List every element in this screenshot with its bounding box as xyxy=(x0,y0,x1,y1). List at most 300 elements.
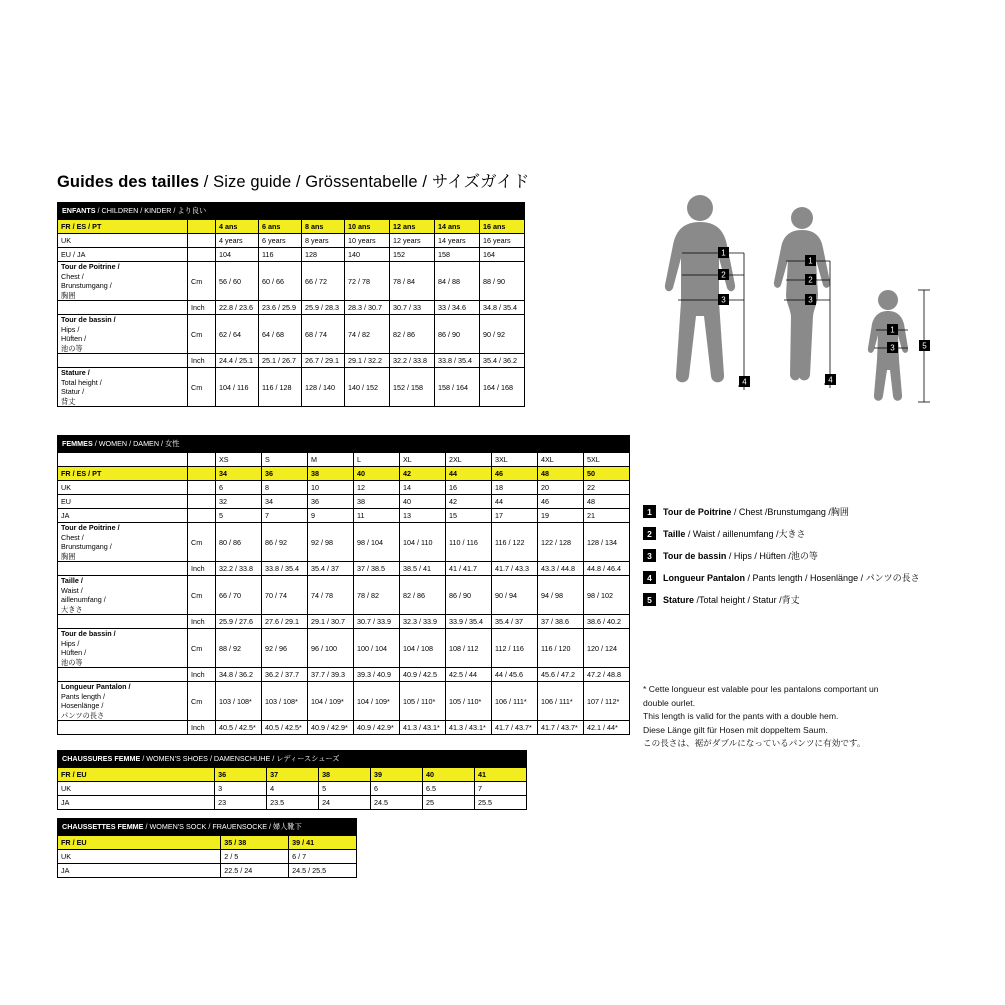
column-header-blank xyxy=(58,453,188,467)
legend-label: Stature /Total height / Statur /背丈 xyxy=(663,595,800,605)
data-cell: 19 xyxy=(538,509,584,523)
table-header-label: FEMMES / WOMEN / DAMEN / 女性 xyxy=(58,436,630,453)
row-label: Taille / Waist / aillenumfang / 大きさ xyxy=(58,576,188,615)
svg-text:1: 1 xyxy=(721,248,726,258)
data-cell: 23.6 / 25.9 xyxy=(259,301,302,315)
data-cell: 6 ans xyxy=(259,220,302,234)
data-cell: 116 xyxy=(259,248,302,262)
data-cell: 5 xyxy=(319,782,371,796)
row-label: FR / ES / PT xyxy=(58,220,188,234)
data-cell: 33.8 / 35.4 xyxy=(262,562,308,576)
data-cell: 4 ans xyxy=(216,220,259,234)
data-cell: 50 xyxy=(584,467,630,481)
data-cell: 86 / 90 xyxy=(446,576,492,615)
data-cell: 122 / 128 xyxy=(538,523,584,562)
data-cell: 9 xyxy=(308,509,354,523)
data-cell: 11 xyxy=(354,509,400,523)
data-cell: 35.4 / 37 xyxy=(492,615,538,629)
data-cell: 86 / 92 xyxy=(262,523,308,562)
data-cell: 164 xyxy=(480,248,525,262)
data-cell: 41.7 / 43.3 xyxy=(492,562,538,576)
data-cell: 80 / 86 xyxy=(216,523,262,562)
column-header-cell: XS xyxy=(216,453,262,467)
table-row xyxy=(58,495,630,509)
data-cell: 128 / 140 xyxy=(302,368,345,407)
children-size-table xyxy=(57,202,525,407)
row-label: Longueur Pantalon / Pants length / Hosenlänge / パンツの長さ xyxy=(58,682,188,721)
data-cell: 82 / 86 xyxy=(390,315,435,354)
data-cell: 107 / 112* xyxy=(584,682,630,721)
data-cell: 12 years xyxy=(390,234,435,248)
column-header-cell: 2XL xyxy=(446,453,492,467)
data-cell: 47.2 / 48.8 xyxy=(584,668,630,682)
data-cell: 106 / 111* xyxy=(492,682,538,721)
women-size-table xyxy=(57,435,630,735)
data-cell: 15 xyxy=(446,509,492,523)
data-cell: 44.8 / 46.4 xyxy=(584,562,630,576)
data-cell: 32.2 / 33.8 xyxy=(390,354,435,368)
data-cell: 32.3 / 33.9 xyxy=(400,615,446,629)
data-cell: 48 xyxy=(538,467,584,481)
row-unit xyxy=(188,495,216,509)
data-cell: 40 xyxy=(354,467,400,481)
data-cell: 48 xyxy=(584,495,630,509)
data-cell: 88 / 90 xyxy=(480,262,525,301)
row-unit: Cm xyxy=(188,315,216,354)
data-cell: 116 / 120 xyxy=(538,629,584,668)
legend-item xyxy=(643,549,920,562)
svg-text:4: 4 xyxy=(828,375,833,385)
row-unit: Inch xyxy=(188,354,216,368)
legend-label: Tour de bassin / Hips / Hüften /池の等 xyxy=(663,551,818,561)
column-header-cell: S xyxy=(262,453,308,467)
data-cell: 98 / 102 xyxy=(584,576,630,615)
table-row xyxy=(58,850,357,864)
data-cell: 18 xyxy=(492,481,538,495)
data-cell: 39 xyxy=(371,768,423,782)
row-unit xyxy=(188,220,216,234)
data-cell: 35.4 / 37 xyxy=(308,562,354,576)
data-cell: 37.7 / 39.3 xyxy=(308,668,354,682)
table-header-row xyxy=(58,203,525,220)
data-cell: 6.5 xyxy=(423,782,475,796)
column-header-cell: 3XL xyxy=(492,453,538,467)
data-cell: 16 years xyxy=(480,234,525,248)
data-cell: 42 xyxy=(446,495,492,509)
legend-label: Tour de Poitrine / Chest /Brunstumgang /胸囲 xyxy=(663,507,849,517)
data-cell: 25.9 / 28.3 xyxy=(302,301,345,315)
data-cell: 105 / 110* xyxy=(400,682,446,721)
data-cell: 120 / 124 xyxy=(584,629,630,668)
legend-item xyxy=(643,571,920,584)
table-row xyxy=(58,768,527,782)
data-cell: 74 / 82 xyxy=(345,315,390,354)
data-cell: 94 / 98 xyxy=(538,576,584,615)
legend-number: 5 xyxy=(643,593,656,606)
row-label: JA xyxy=(58,864,221,878)
table-row xyxy=(58,368,525,407)
data-cell: 7 xyxy=(262,509,308,523)
data-cell: 108 / 112 xyxy=(446,629,492,668)
data-cell: 41 xyxy=(474,768,526,782)
data-cell: 25 xyxy=(423,796,475,810)
table-row xyxy=(58,668,630,682)
data-cell: 27.6 / 29.1 xyxy=(262,615,308,629)
data-cell: 34 xyxy=(262,495,308,509)
data-cell: 38 xyxy=(308,467,354,481)
row-label: Tour de Poitrine / Chest / Brunstumgang / 胸囲 xyxy=(58,523,188,562)
data-cell: 100 / 104 xyxy=(354,629,400,668)
data-cell: 66 / 72 xyxy=(302,262,345,301)
data-cell: 96 / 100 xyxy=(308,629,354,668)
row-label: Stature / Total height / Statur / 背丈 xyxy=(58,368,188,407)
data-cell: 86 / 90 xyxy=(435,315,480,354)
row-unit xyxy=(188,481,216,495)
data-cell: 3 xyxy=(215,782,267,796)
data-cell: 38.5 / 41 xyxy=(400,562,446,576)
body-measurement-figures xyxy=(640,190,970,440)
page-title-bold: Guides des tailles xyxy=(57,173,200,191)
data-cell: 46 xyxy=(538,495,584,509)
row-unit: Inch xyxy=(188,668,216,682)
data-cell: 39.3 / 40.9 xyxy=(354,668,400,682)
data-cell: 38 xyxy=(319,768,371,782)
data-cell: 29.1 / 30.7 xyxy=(308,615,354,629)
table-row xyxy=(58,796,527,810)
data-cell: 38 xyxy=(354,495,400,509)
svg-text:1: 1 xyxy=(890,325,895,335)
legend-label: Longueur Pantalon / Pants length / Hosenlänge / パンツの長さ xyxy=(663,573,920,583)
data-cell: 8 ans xyxy=(302,220,345,234)
data-cell: 6 years xyxy=(259,234,302,248)
column-header-cell: M xyxy=(308,453,354,467)
data-cell: 70 / 74 xyxy=(262,576,308,615)
data-cell: 40 xyxy=(423,768,475,782)
table-row xyxy=(58,576,630,615)
data-cell: 35.4 / 36.2 xyxy=(480,354,525,368)
data-cell: 22 xyxy=(584,481,630,495)
data-cell: 30.7 / 33.9 xyxy=(354,615,400,629)
data-cell: 36 xyxy=(262,467,308,481)
row-label: EU xyxy=(58,495,188,509)
data-cell: 23 xyxy=(215,796,267,810)
data-cell: 6 / 7 xyxy=(289,850,357,864)
data-cell: 39 / 41 xyxy=(289,836,357,850)
data-cell: 4 years xyxy=(216,234,259,248)
data-cell: 105 / 110* xyxy=(446,682,492,721)
table-row xyxy=(58,301,525,315)
svg-text:1: 1 xyxy=(808,256,813,266)
data-cell: 41 / 41.7 xyxy=(446,562,492,576)
data-cell: 36.2 / 37.7 xyxy=(262,668,308,682)
data-cell: 26.7 / 29.1 xyxy=(302,354,345,368)
data-cell: 13 xyxy=(400,509,446,523)
data-cell: 22.8 / 23.6 xyxy=(216,301,259,315)
row-label xyxy=(58,301,188,315)
data-cell: 25.9 / 27.6 xyxy=(216,615,262,629)
row-label: UK xyxy=(58,234,188,248)
data-cell: 41.3 / 43.1* xyxy=(446,721,492,735)
data-cell: 24.5 / 25.5 xyxy=(289,864,357,878)
data-cell: 103 / 108* xyxy=(262,682,308,721)
table-header-label: ENFANTS / CHILDREN / KINDER / より良い xyxy=(58,203,525,220)
data-cell: 92 / 96 xyxy=(262,629,308,668)
data-cell: 24.5 xyxy=(371,796,423,810)
data-cell: 17 xyxy=(492,509,538,523)
data-cell: 24 xyxy=(319,796,371,810)
table-row xyxy=(58,467,630,481)
row-label: JA xyxy=(58,796,215,810)
table-row xyxy=(58,782,527,796)
table-row xyxy=(58,248,525,262)
row-label: UK xyxy=(58,782,215,796)
data-cell: 40 xyxy=(400,495,446,509)
data-cell: 92 / 98 xyxy=(308,523,354,562)
table-header-label: CHAUSSETTES FEMME / WOMEN'S SOCK / FRAUENSOCKE / 婦人靴下 xyxy=(58,819,357,836)
data-cell: 62 / 64 xyxy=(216,315,259,354)
data-cell: 12 ans xyxy=(390,220,435,234)
svg-text:2: 2 xyxy=(808,275,813,285)
data-cell: 158 / 164 xyxy=(435,368,480,407)
table-row xyxy=(58,615,630,629)
data-cell: 7 xyxy=(474,782,526,796)
table-row xyxy=(58,523,630,562)
data-cell: 40.9 / 42.9* xyxy=(354,721,400,735)
data-cell: 116 / 122 xyxy=(492,523,538,562)
legend-item xyxy=(643,593,920,606)
data-cell: 34 xyxy=(216,467,262,481)
row-unit: Cm xyxy=(188,576,216,615)
row-unit xyxy=(188,467,216,481)
data-cell: 104 xyxy=(216,248,259,262)
data-cell: 40.5 / 42.5* xyxy=(262,721,308,735)
data-cell: 30.7 / 33 xyxy=(390,301,435,315)
data-cell: 44 xyxy=(446,467,492,481)
data-cell: 10 xyxy=(308,481,354,495)
data-cell: 37 / 38.6 xyxy=(538,615,584,629)
data-cell: 21 xyxy=(584,509,630,523)
row-label: UK xyxy=(58,850,221,864)
data-cell: 16 xyxy=(446,481,492,495)
data-cell: 128 / 134 xyxy=(584,523,630,562)
legend-item xyxy=(643,505,920,518)
data-cell: 32 xyxy=(216,495,262,509)
data-cell: 42 xyxy=(400,467,446,481)
row-unit xyxy=(188,234,216,248)
data-cell: 8 xyxy=(262,481,308,495)
table-row xyxy=(58,262,525,301)
data-cell: 104 / 109* xyxy=(354,682,400,721)
data-cell: 128 xyxy=(302,248,345,262)
data-cell: 104 / 116 xyxy=(216,368,259,407)
row-label: FR / EU xyxy=(58,768,215,782)
row-unit: Inch xyxy=(188,615,216,629)
data-cell: 37 xyxy=(267,768,319,782)
row-label: Tour de bassin / Hips / Hüften / 池の等 xyxy=(58,315,188,354)
table-row xyxy=(58,481,630,495)
data-cell: 140 xyxy=(345,248,390,262)
data-cell: 29.1 / 32.2 xyxy=(345,354,390,368)
data-cell: 84 / 88 xyxy=(435,262,480,301)
women-socks-table xyxy=(57,818,357,878)
data-cell: 38.6 / 40.2 xyxy=(584,615,630,629)
silhouettes-svg xyxy=(640,190,970,440)
legend-number: 3 xyxy=(643,549,656,562)
table-row xyxy=(58,315,525,354)
data-cell: 78 / 82 xyxy=(354,576,400,615)
data-cell: 12 xyxy=(354,481,400,495)
data-cell: 103 / 108* xyxy=(216,682,262,721)
data-cell: 72 / 78 xyxy=(345,262,390,301)
double-hem-note: * Cette longueur est valable pour les pantalons comportant un double ourlet. This length is valid for the pants with a double hem. Diese Länge gilt für Hosen mit doppeltem Saum. この長さは、裾がダブルになっているパンツに有効です。 xyxy=(643,684,879,748)
data-cell: 104 / 109* xyxy=(308,682,354,721)
table-header-label: CHAUSSURES FEMME / WOMEN'S SHOES / DAMENSCHUHE / レディースシューズ xyxy=(58,751,527,768)
column-header-row xyxy=(58,453,630,467)
data-cell: 10 ans xyxy=(345,220,390,234)
data-cell: 42.1 / 44* xyxy=(584,721,630,735)
data-cell: 6 xyxy=(371,782,423,796)
svg-text:2: 2 xyxy=(721,270,726,280)
data-cell: 104 / 108 xyxy=(400,629,446,668)
data-cell: 152 xyxy=(390,248,435,262)
column-header-cell: L xyxy=(354,453,400,467)
data-cell: 42.5 / 44 xyxy=(446,668,492,682)
row-unit xyxy=(188,509,216,523)
table-row xyxy=(58,864,357,878)
women-shoes-table xyxy=(57,750,527,810)
man-silhouette xyxy=(665,195,735,382)
data-cell: 74 / 78 xyxy=(308,576,354,615)
data-cell: 33.8 / 35.4 xyxy=(435,354,480,368)
data-cell: 116 / 128 xyxy=(259,368,302,407)
data-cell: 78 / 84 xyxy=(390,262,435,301)
data-cell: 88 / 92 xyxy=(216,629,262,668)
data-cell: 90 / 94 xyxy=(492,576,538,615)
data-cell: 22.5 / 24 xyxy=(221,864,289,878)
table-row xyxy=(58,836,357,850)
row-label: Tour de Poitrine / Chest / Brunstumgang / 胸囲 xyxy=(58,262,188,301)
row-label xyxy=(58,615,188,629)
row-label xyxy=(58,562,188,576)
row-unit: Inch xyxy=(188,562,216,576)
table-row xyxy=(58,562,630,576)
data-cell: 5 xyxy=(216,509,262,523)
column-header-cell: XL xyxy=(400,453,446,467)
row-unit: Cm xyxy=(188,629,216,668)
data-cell: 140 / 152 xyxy=(345,368,390,407)
row-label xyxy=(58,354,188,368)
data-cell: 33.9 / 35.4 xyxy=(446,615,492,629)
row-unit: Inch xyxy=(188,301,216,315)
data-cell: 2 / 5 xyxy=(221,850,289,864)
legend-number: 2 xyxy=(643,527,656,540)
data-cell: 10 years xyxy=(345,234,390,248)
data-cell: 14 xyxy=(400,481,446,495)
data-cell: 164 / 168 xyxy=(480,368,525,407)
data-cell: 14 years xyxy=(435,234,480,248)
data-cell: 112 / 116 xyxy=(492,629,538,668)
row-unit: Cm xyxy=(188,368,216,407)
row-label: FR / ES / PT xyxy=(58,467,188,481)
row-unit: Inch xyxy=(188,721,216,735)
measurement-legend xyxy=(643,505,920,615)
data-cell: 152 / 158 xyxy=(390,368,435,407)
data-cell: 23.5 xyxy=(267,796,319,810)
table-row xyxy=(58,354,525,368)
data-cell: 40.9 / 42.5 xyxy=(400,668,446,682)
data-cell: 4 xyxy=(267,782,319,796)
row-label: Tour de bassin / Hips / Hüften / 池の等 xyxy=(58,629,188,668)
data-cell: 34.8 / 35.4 xyxy=(480,301,525,315)
table-header-row xyxy=(58,819,357,836)
data-cell: 46 xyxy=(492,467,538,481)
legend-item xyxy=(643,527,920,540)
svg-text:4: 4 xyxy=(742,377,747,387)
table-row xyxy=(58,234,525,248)
data-cell: 16 ans xyxy=(480,220,525,234)
data-cell: 28.3 / 30.7 xyxy=(345,301,390,315)
row-label xyxy=(58,668,188,682)
data-cell: 45.6 / 47.2 xyxy=(538,668,584,682)
page-title xyxy=(57,168,530,192)
woman-silhouette xyxy=(774,207,830,380)
svg-text:5: 5 xyxy=(922,341,927,351)
data-cell: 41.3 / 43.1* xyxy=(400,721,446,735)
data-cell: 36 xyxy=(215,768,267,782)
data-cell: 25.1 / 26.7 xyxy=(259,354,302,368)
data-cell: 110 / 116 xyxy=(446,523,492,562)
data-cell: 37 / 38.5 xyxy=(354,562,400,576)
table-row xyxy=(58,220,525,234)
table-row xyxy=(58,682,630,721)
column-header-cell: 5XL xyxy=(584,453,630,467)
row-unit: Cm xyxy=(188,262,216,301)
row-label: FR / EU xyxy=(58,836,221,850)
legend-number: 4 xyxy=(643,571,656,584)
svg-text:3: 3 xyxy=(721,295,726,305)
data-cell: 82 / 86 xyxy=(400,576,446,615)
column-header-unit xyxy=(188,453,216,467)
data-cell: 41.7 / 43.7* xyxy=(538,721,584,735)
data-cell: 25.5 xyxy=(474,796,526,810)
table-row xyxy=(58,509,630,523)
data-cell: 34.8 / 36.2 xyxy=(216,668,262,682)
data-cell: 44 / 45.6 xyxy=(492,668,538,682)
svg-text:3: 3 xyxy=(808,295,813,305)
data-cell: 64 / 68 xyxy=(259,315,302,354)
row-label: JA xyxy=(58,509,188,523)
svg-text:3: 3 xyxy=(890,343,895,353)
data-cell: 90 / 92 xyxy=(480,315,525,354)
data-cell: 41.7 / 43.7* xyxy=(492,721,538,735)
data-cell: 6 xyxy=(216,481,262,495)
data-cell: 40.9 / 42.9* xyxy=(308,721,354,735)
row-label xyxy=(58,721,188,735)
page-title-rest: / Size guide / Grössentabelle / サイズガイド xyxy=(199,173,530,191)
data-cell: 33 / 34.6 xyxy=(435,301,480,315)
table-header-row xyxy=(58,751,527,768)
data-cell: 68 / 74 xyxy=(302,315,345,354)
legend-label: Taille / Waist / aillenumfang /大きさ xyxy=(663,529,806,539)
table-row xyxy=(58,721,630,735)
data-cell: 40.5 / 42.5* xyxy=(216,721,262,735)
data-cell: 104 / 110 xyxy=(400,523,446,562)
data-cell: 20 xyxy=(538,481,584,495)
data-cell: 158 xyxy=(435,248,480,262)
column-header-cell: 4XL xyxy=(538,453,584,467)
row-label: UK xyxy=(58,481,188,495)
data-cell: 66 / 70 xyxy=(216,576,262,615)
